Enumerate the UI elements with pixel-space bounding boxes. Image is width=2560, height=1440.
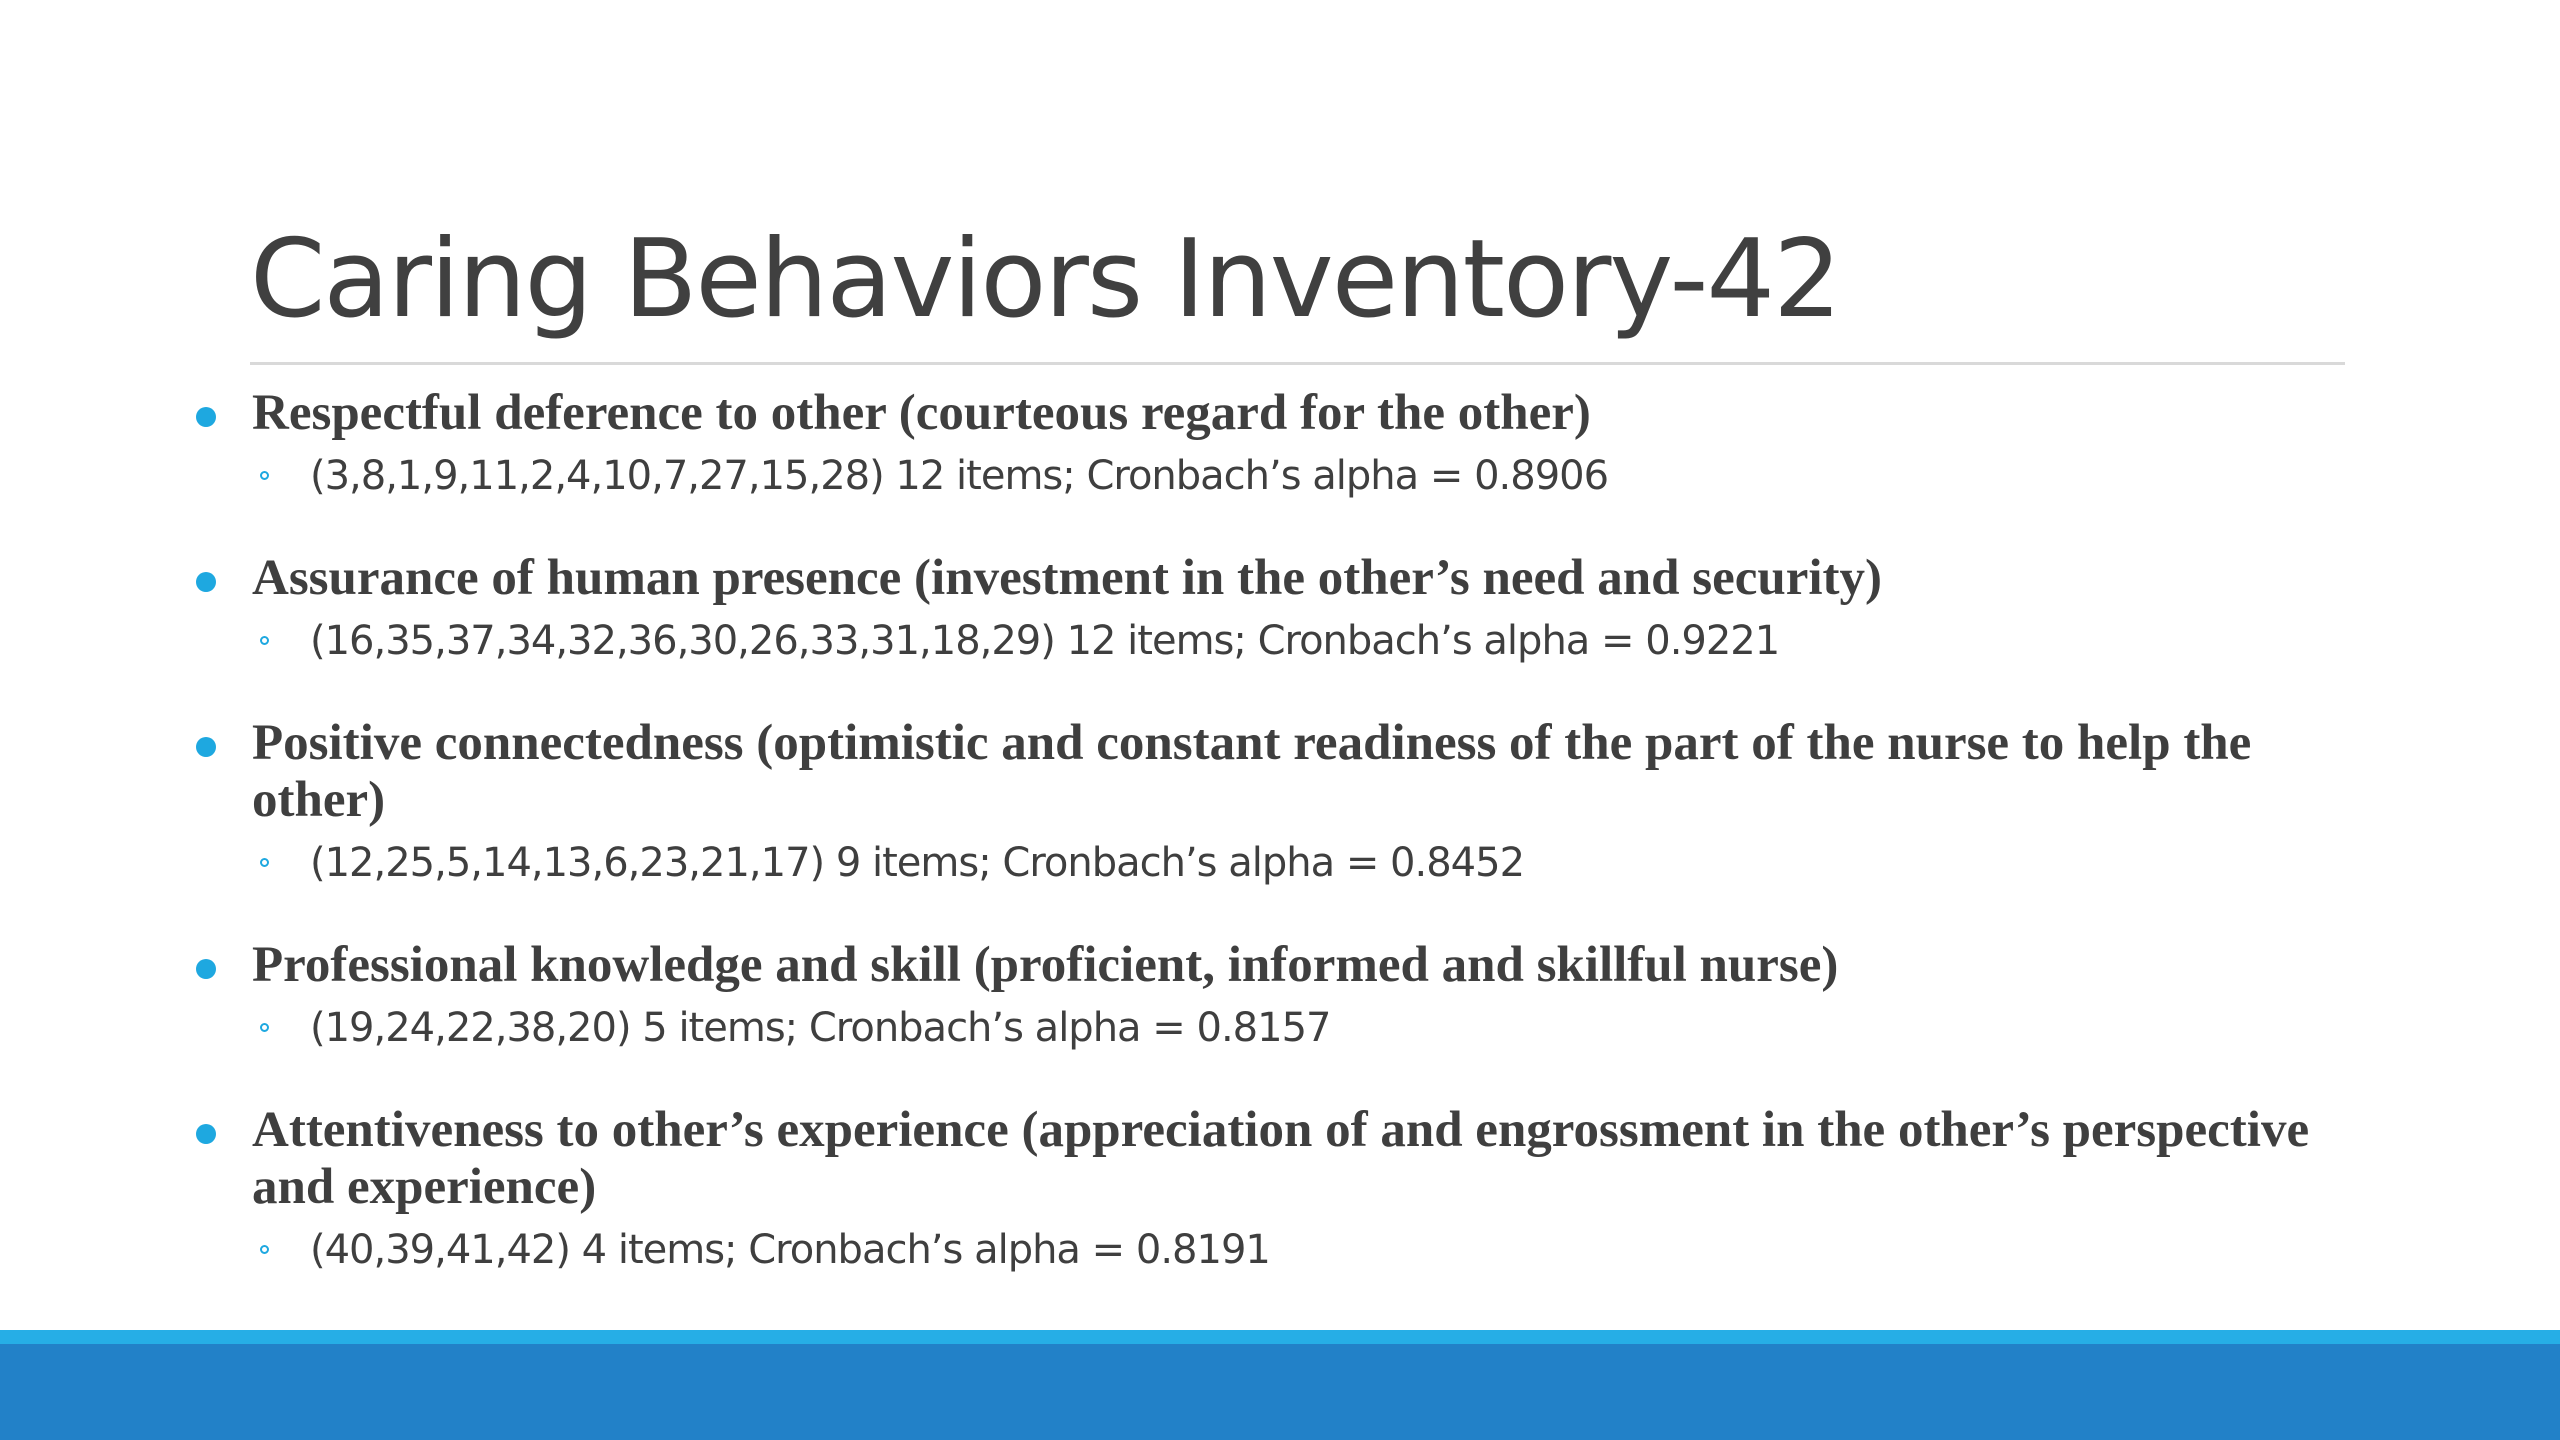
sub-item [0,835,2560,893]
hollow-bullet-icon [260,1245,269,1254]
item-detail: (3,8,1,9,11,2,4,10,7,27,15,28) 12 items; Cronbach’s alpha = 0.8906 [310,453,1609,499]
item-detail: (16,35,37,34,32,36,30,26,33,31,18,29) 12 items; Cronbach’s alpha = 0.9221 [310,618,1780,664]
item-heading: Assurance of human presence (investment in the other’s need and security) [252,550,1882,606]
title-divider [250,362,2345,365]
item-detail: (12,25,5,14,13,6,23,21,17) 9 items; Cronbach’s alpha = 0.8452 [310,840,1525,886]
sub-item [0,448,2560,506]
item-detail: (40,39,41,42) 4 items; Cronbach’s alpha = 0.8191 [310,1227,1270,1273]
sub-item [0,1000,2560,1058]
sub-item [0,613,2560,671]
footer-bar [0,1344,2560,1440]
sub-item [0,1222,2560,1280]
bullet-icon [196,1124,216,1144]
bullet-list [0,385,2560,1324]
hollow-bullet-icon [260,636,269,645]
list-item [0,715,2560,893]
list-item [0,937,2560,1058]
bullet-icon [196,737,216,757]
item-heading: Professional knowledge and skill (proficient, informed and skillful nurse) [252,937,1839,993]
bullet-icon [196,572,216,592]
hollow-bullet-icon [260,1023,269,1032]
item-heading: Attentiveness to other’s experience (appreciation of and engrossment in the other’s perspective and experience) [252,1102,2310,1215]
hollow-bullet-icon [260,471,269,480]
item-heading: Positive connectedness (optimistic and constant readiness of the part of the nurse to help the other) [252,715,2252,828]
bullet-icon [196,407,216,427]
list-item [0,1102,2560,1280]
list-item [0,385,2560,506]
list-item [0,550,2560,671]
footer-accent-bar [0,1330,2560,1344]
item-heading: Respectful deference to other (courteous regard for the other) [252,385,1591,441]
slide-title: Caring Behaviors Inventory-42 [250,217,1840,342]
item-detail: (19,24,22,38,20) 5 items; Cronbach’s alpha = 0.8157 [310,1005,1331,1051]
bullet-icon [196,959,216,979]
hollow-bullet-icon [260,858,269,867]
